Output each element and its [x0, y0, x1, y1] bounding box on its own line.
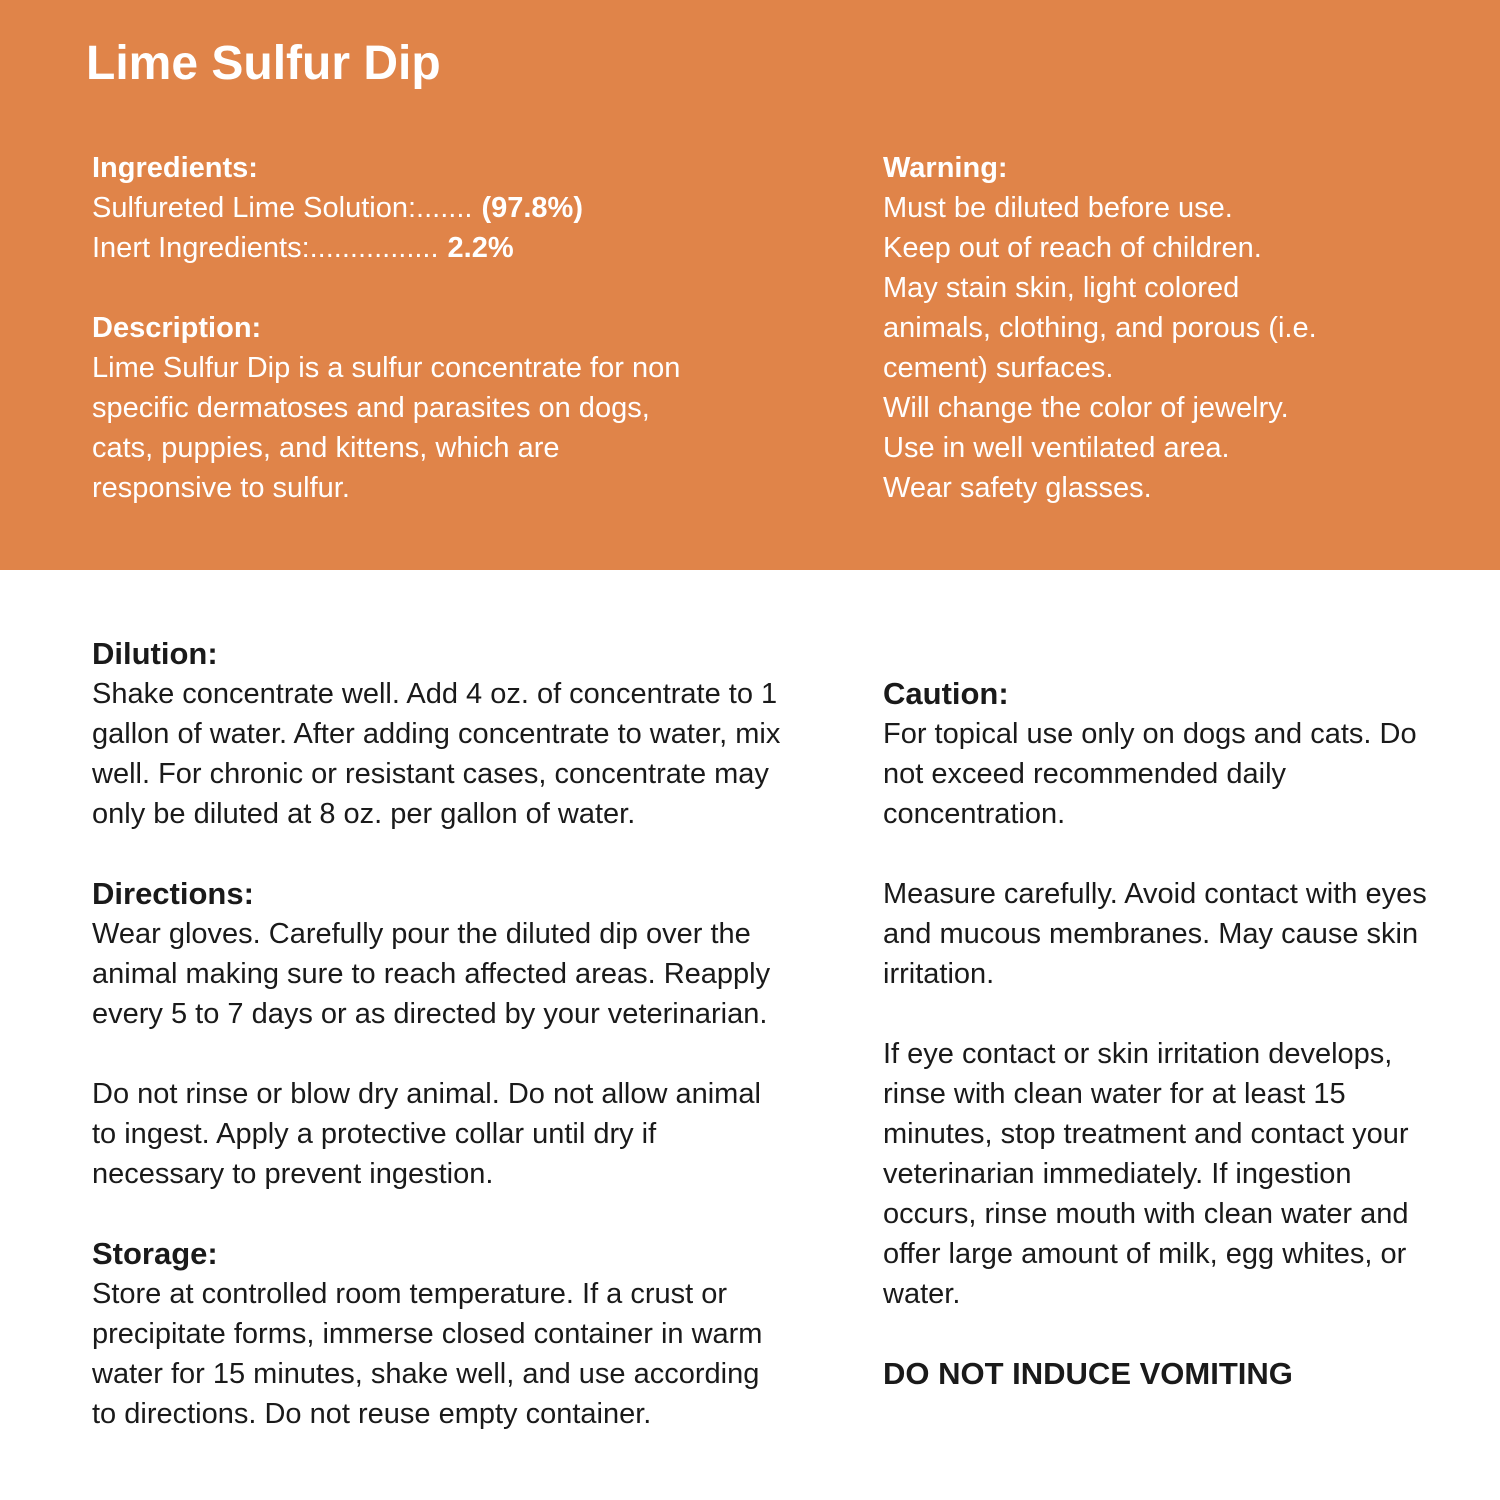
do-not-induce-vomiting-text: DO NOT INDUCE VOMITING [883, 1356, 1293, 1391]
description-heading: Description: [92, 312, 262, 344]
warning-heading: Warning: [883, 152, 1008, 184]
ingredient-row [92, 228, 583, 268]
caution-section-p2 [883, 874, 1427, 994]
description-text: Lime Sulfur Dip is a sulfur concentrate for non specific dermatoses and parasites on dogs, cats, puppies, and kittens, which are responsive to sulfur. [92, 352, 681, 504]
ingredient-row [92, 188, 583, 228]
ingredient-label: Inert Ingredients:................ [92, 232, 439, 264]
directions-heading: Directions: [92, 876, 254, 911]
caution-text-p2: Measure carefully. Avoid contact with eyes and mucous membranes. May cause skin irritation. [883, 878, 1427, 990]
storage-section [92, 1234, 762, 1434]
storage-text: Store at controlled room temperature. If a crust or precipitate forms, immerse closed container in warm water for 15 minutes, shake well, and use according to directions. Do not reuse empty container. [92, 1278, 763, 1430]
ingredients-heading: Ingredients: [92, 152, 258, 184]
directions-text: Wear gloves. Carefully pour the diluted dip over the animal making sure to reach affected areas. Reapply every 5 to 7 days or as directed by your veterinarian. [92, 918, 771, 1030]
ingredient-label: Sulfureted Lime Solution:....... [92, 192, 473, 224]
caution-text-p3: If eye contact or skin irritation develops, rinse with clean water for at least 15 minutes, stop treatment and contact your veterinarian immediately. If ingestion occurs, rinse mouth with clean water and offer large amount of milk, egg whites, or water. [883, 1038, 1409, 1310]
page-title: Lime Sulfur Dip [86, 37, 441, 90]
dilution-text: Shake concentrate well. Add 4 oz. of concentrate to 1 gallon of water. After adding concentrate to water, mix well. For chronic or resistant cases, concentrate may only be diluted at 8 oz. per gallon of water. [92, 678, 781, 830]
caution-heading: Caution: [883, 676, 1009, 711]
ingredients-section [92, 148, 583, 268]
caution-section-p3 [883, 1034, 1409, 1314]
dilution-section [92, 634, 780, 834]
ingredient-value: 2.2% [447, 232, 514, 264]
dilution-heading: Dilution: [92, 636, 218, 671]
caution-section [883, 674, 1417, 834]
directions-text-p2: Do not rinse or blow dry animal. Do not allow animal to ingest. Apply a protective collar until dry if necessary to prevent ingestion. [92, 1078, 761, 1190]
caution-text: For topical use only on dogs and cats. Do not exceed recommended daily concentration. [883, 718, 1417, 830]
warning-section [883, 148, 1317, 508]
storage-heading: Storage: [92, 1236, 218, 1271]
ingredient-value: (97.8%) [481, 192, 583, 224]
warning-text: Must be diluted before use. Keep out of reach of children. May stain skin, light colored animals, clothing, and porous (i.e. cement) surfaces. Will change the color of jewelry. Use in well ventilated area. Wear safety glasses. [883, 192, 1317, 504]
description-section [92, 308, 680, 508]
directions-section-p2 [92, 1074, 761, 1194]
directions-section [92, 874, 770, 1034]
